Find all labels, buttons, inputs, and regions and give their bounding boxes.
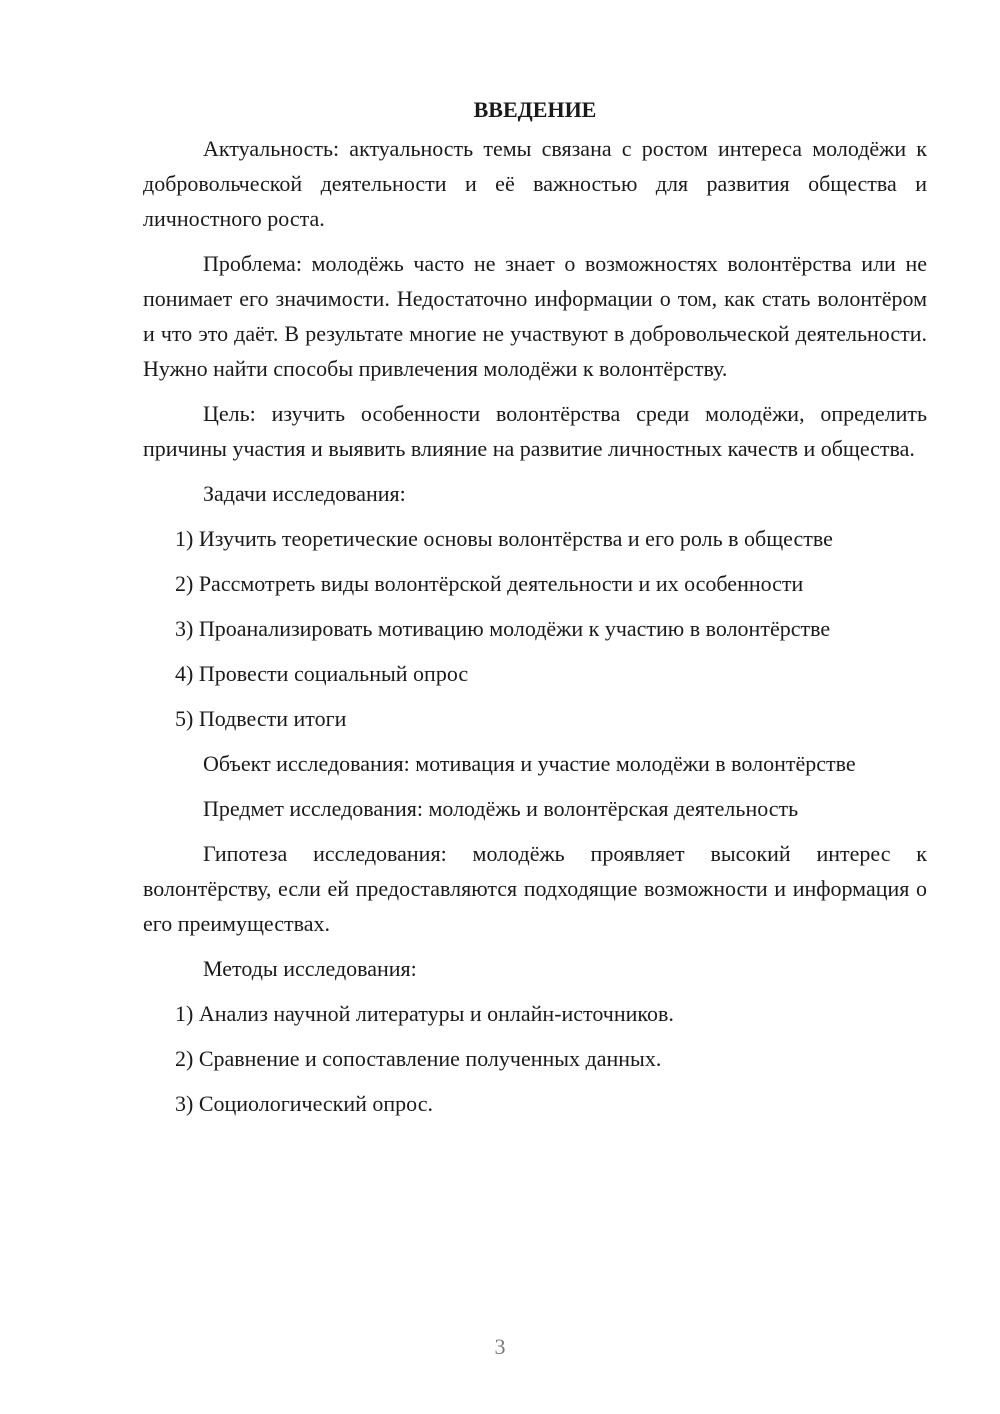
method-item: 2) Сравнение и сопоставление полученных данных. <box>175 1046 662 1071</box>
tasks-heading: Задачи исследования: <box>203 481 406 506</box>
goal-paragraph: Цель: изучить особенности волонтёрства среди молодёжи, определить причины участия и выявить влияние на развитие личностных качеств и общества. <box>143 401 927 461</box>
task-item: 2) Рассмотреть виды волонтёрской деятельности и их особенности <box>175 571 804 596</box>
task-item: 5) Подвести итоги <box>175 706 347 731</box>
method-item: 1) Анализ научной литературы и онлайн-источников. <box>175 1001 674 1026</box>
method-item: 3) Социологический опрос. <box>175 1091 433 1116</box>
task-item: 4) Провести социальный опрос <box>175 661 469 686</box>
task-item: 3) Проанализировать мотивацию молодёжи к участию в волонтёрстве <box>175 616 831 641</box>
relevance-paragraph: Актуальность: актуальность темы связана с ростом интереса молодёжи к добровольческой деятельности и её важностью для развития общества и личностного роста. <box>143 136 927 231</box>
object-paragraph: Объект исследования: мотивация и участие молодёжи в волонтёрстве <box>203 751 856 776</box>
hypothesis-paragraph: Гипотеза исследования: молодёжь проявляет высокий интерес к волонтёрству, если ей предоставляются подходящие возможности и информация о его преимуществах. <box>143 841 927 936</box>
document-page <box>143 95 927 1131</box>
problem-paragraph: Проблема: молодёжь часто не знает о возможностях волонтёрства или не понимает его значимости. Недостаточно информации о том, как стать волонтёром и что это даёт. В результате многие не участвуют в добровольческой деятельности. Нужно найти способы привлечения молодёжи к волонтёрству. <box>143 251 927 381</box>
methods-heading: Методы исследования: <box>203 956 417 981</box>
page-number: 3 <box>494 1334 506 1359</box>
task-item: 1) Изучить теоретические основы волонтёрства и его роль в обществе <box>175 526 833 551</box>
section-title: ВВЕДЕНИЕ <box>473 97 597 122</box>
subject-paragraph: Предмет исследования: молодёжь и волонтёрская деятельность <box>203 796 799 821</box>
